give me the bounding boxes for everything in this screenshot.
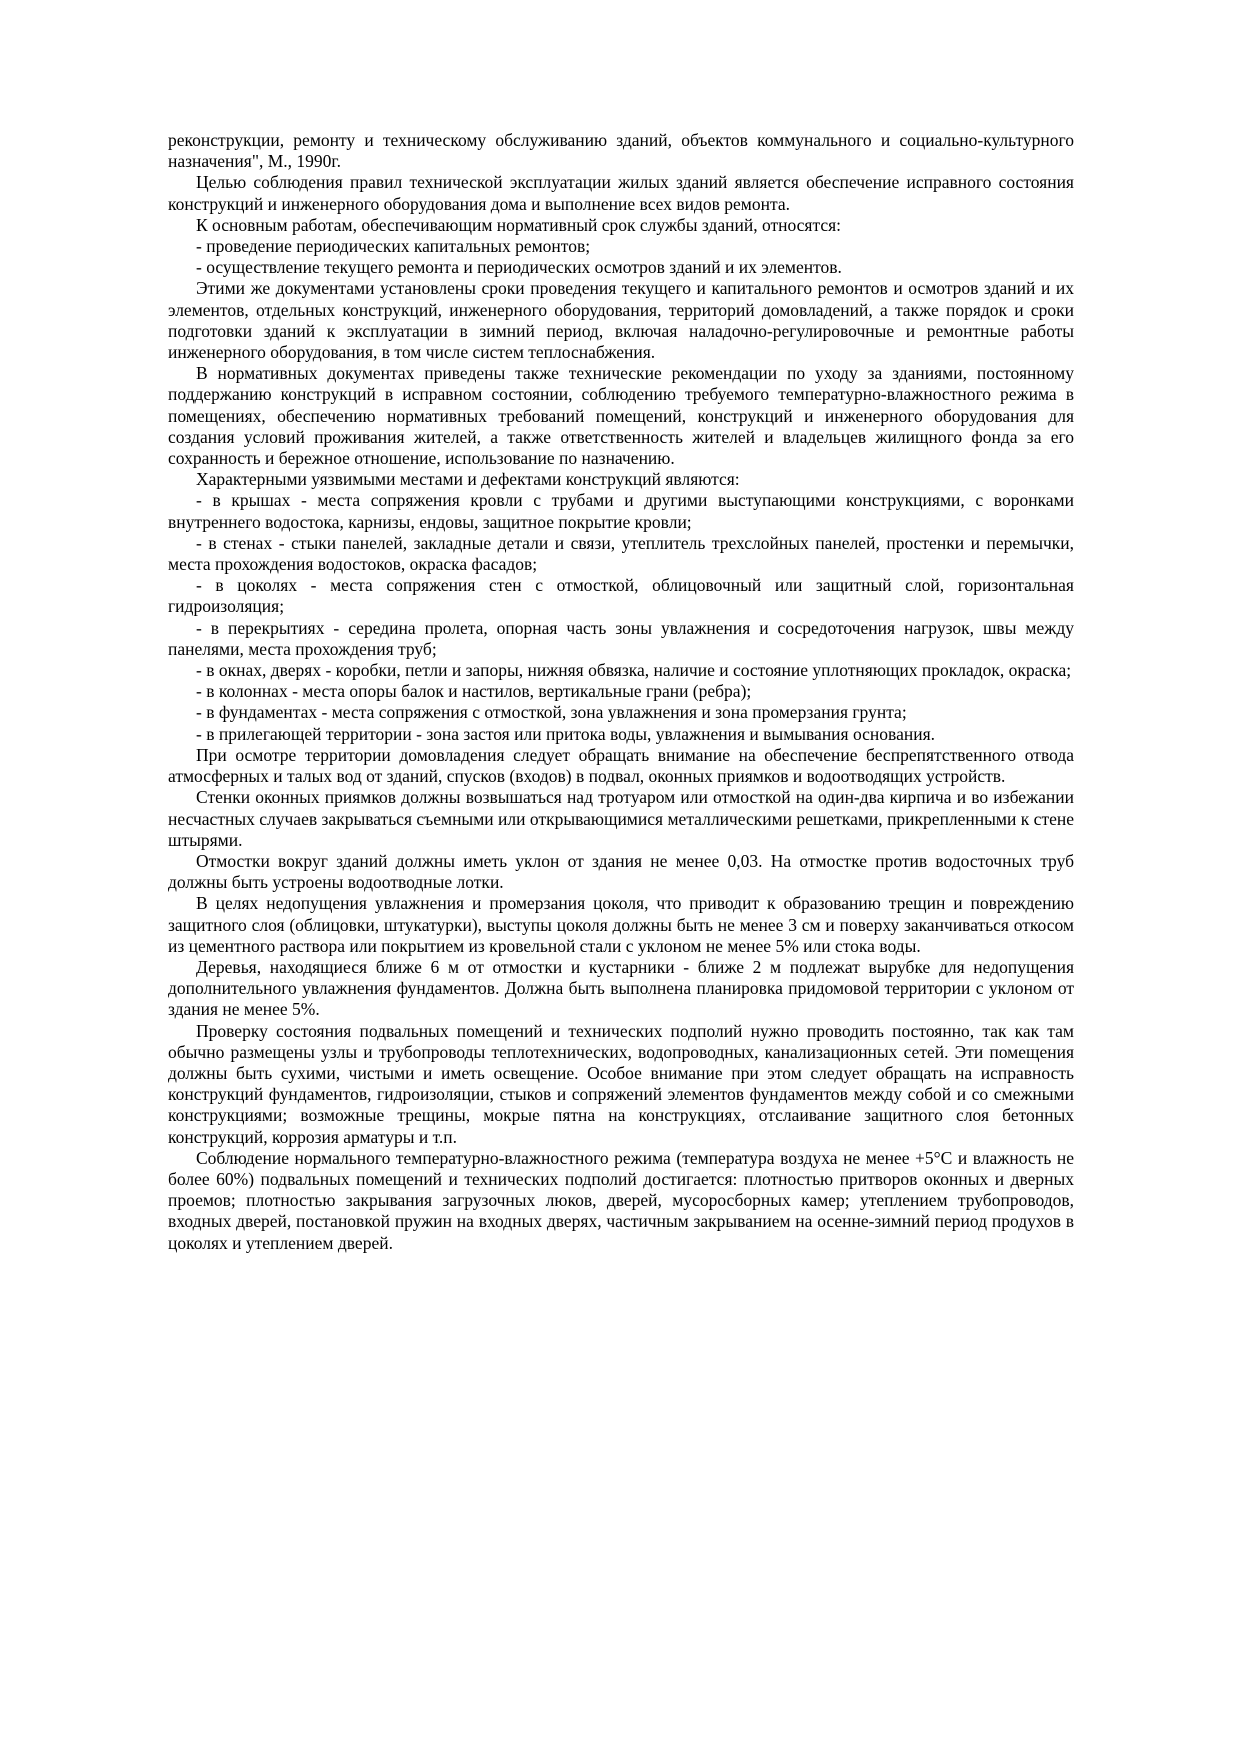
paragraph: - в окнах, дверях - коробки, петли и запоры, нижняя обвязка, наличие и состояние уплотняющих прокладок, окраска; [196,660,1072,681]
paragraph: - в колоннах - места опоры балок и настилов, вертикальные грани (ребра); [196,681,752,702]
paragraph: Характерными уязвимыми местами и дефектами конструкций являются: [196,469,740,490]
paragraph: - в фундаментах - места сопряжения с отмосткой, зона увлажнения и зона промерзания грунта; [196,702,907,723]
paragraph: - в цоколях - места сопряжения стен с отмосткой, облицовочный или защитный слой, горизонтальная гидроизоляция; [168,575,1074,617]
paragraph: - в крышах - места сопряжения кровли с трубами и другими выступающими конструкциями, с воронками внутреннего водостока, карнизы, ендовы, защитное покрытие кровли; [168,490,1074,532]
paragraph: реконструкции, ремонту и техническому обслуживанию зданий, объектов коммунального и социально-культурного назначения", М., 1990г. [168,130,1074,172]
paragraph: Деревья, находящиеся ближе 6 м от отмостки и кустарники - ближе 2 м подлежат вырубке для недопущения дополнительного увлажнения фундаментов. Должна быть выполнена планировка придомовой территории с уклоном от здания не менее 5%. [168,956,1074,1020]
paragraph: - в стенах - стыки панелей, закладные детали и связи, утеплитель трехслойных панелей, простенки и перемычки, места прохождения водостоков, окраска фасадов; [168,532,1074,575]
paragraph: Этими же документами установлены сроки проведения текущего и капитального ремонтов и осмотров зданий и их элементов, отдельных конструкций, инженерного оборудования, территорий домовладений, а также порядок и сроки подготовки зданий к эксплуатации в зимний период, включая наладочно-регулировочные и ремонтные работы инженерного оборудования, в том числе систем теплоснабжения. [168,278,1074,363]
paragraph: Стенки оконных приямков должны возвышаться над тротуаром или отмосткой на один-два кирпича и во избежании несчастных случаев закрываться съемными или открывающимися металлическими решетками, прикрепленными к стене штырями. [168,787,1074,850]
paragraph: К основным работам, обеспечивающим нормативный срок службы зданий, относятся: [196,214,842,235]
text-body [168,130,1074,1254]
paragraph: - осуществление текущего ремонта и периодических осмотров зданий и их элементов. [196,257,842,278]
paragraph: В нормативных документах приведены также технические рекомендации по уходу за зданиями, постоянному поддержанию конструкций в исправном состоянии, соблюдению требуемого температурно-влажностного режима в помещениях, обеспечению нормативных требований помещений, конструкций и инженерного оборудования для создания условий проживания жителей, а также ответственность жителей и владельцев жилищного фонда за его сохранность и бережное отношение, использование по назначению. [168,363,1074,469]
paragraph: Отмостки вокруг зданий должны иметь уклон от здания не менее 0,03. На отмостке против водосточных труб должны быть устроены водоотводные лотки. [168,850,1074,893]
paragraph: Соблюдение нормального температурно-влажностного режима (температура воздуха не менее +5°С и влажность не более 60%) подвальных помещений и технических подполий достигается: плотностью притворов оконных и дверных проемов; плотностью закрывания загрузочных люков, дверей, мусоросборных камер; утеплением трубопроводов, входных дверей, постановкой пружин на входных дверях, частичным закрыванием на осенне-зимний период продухов в цоколях и утеплением дверей. [168,1147,1074,1253]
paragraph: При осмотре территории домовладения следует обращать внимание на обеспечение беспрепятственного отвода атмосферных и талых вод от зданий, спусков (входов) в подвал, оконных приямков и водоотводящих устройств. [168,744,1074,787]
paragraph: - в прилегающей территории - зона застоя или притока воды, увлажнения и вымывания основания. [196,723,935,744]
paragraph: Проверку состояния подвальных помещений и технических подполий нужно проводить постоянно, так как там обычно размещены узлы и трубопроводы теплотехнических, водопроводных, канализационных сетей. Эти помещения должны быть сухими, чистыми и иметь освещение. Особое внимание при этом следует обращать на исправность конструкций фундаментов, гидроизоляции, стыков и сопряжений элементов фундаментов между собой и со смежными конструкциями; возможные трещины, мокрые пятна на конструкциях, отслаивание защитного слоя бетонных конструкций, коррозия арматуры и т.п. [168,1020,1074,1147]
paragraph: В целях недопущения увлажнения и промерзания цоколя, что приводит к образованию трещин и повреждению защитного слоя (облицовки, штукатурки), выступы цоколя должны быть не менее 3 см и поверху заканчиваться откосом из цементного раствора или покрытием из кровельной стали с уклоном не менее 5% или стока воды. [168,893,1074,956]
paragraph: - проведение периодических капитальных ремонтов; [196,236,591,257]
paragraph: Целью соблюдения правил технической эксплуатации жилых зданий является обеспечение исправного состояния конструкций и инженерного оборудования дома и выполнение всех видов ремонта. [168,172,1074,214]
paragraph: - в перекрытиях - середина пролета, опорная часть зоны увлажнения и сосредоточения нагрузок, швы между панелями, места прохождения труб; [168,617,1074,659]
